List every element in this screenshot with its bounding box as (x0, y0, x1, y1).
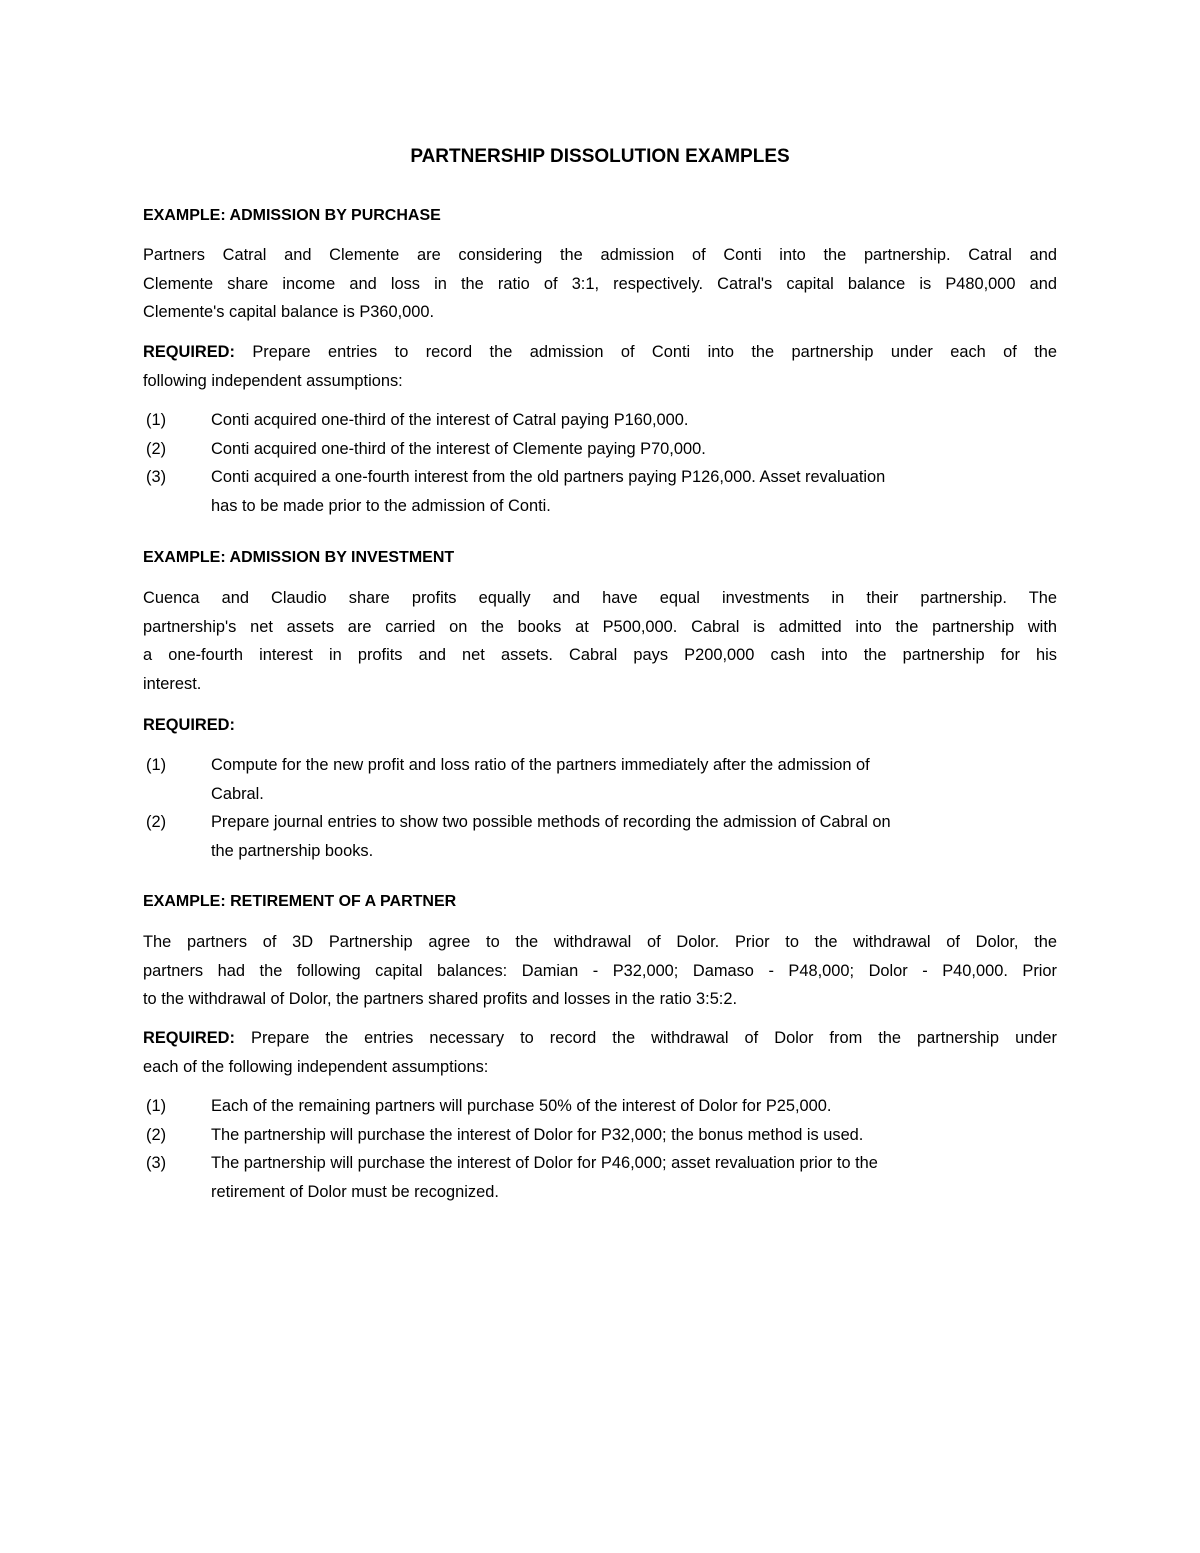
section-heading-purchase: EXAMPLE: ADMISSION BY PURCHASE (143, 207, 441, 224)
paragraph-purchase (143, 241, 1057, 327)
list-text: The partnership will purchase the interest of Dolor for P46,000; asset revaluation prior to the (211, 1154, 878, 1173)
required-purchase (143, 338, 1057, 395)
list-item (143, 751, 1057, 808)
paragraph-line: Cuenca and Claudio share profits equally and have equal investments in their partnership. The (143, 589, 1057, 607)
paragraph-investment (143, 584, 1057, 698)
list-number: (1) (146, 756, 167, 774)
paragraph-line: Clemente's capital balance is P360,000. (143, 303, 435, 322)
list-text: Each of the remaining partners will purchase 50% of the interest of Dolor for P25,000. (211, 1097, 832, 1115)
list-text: Conti acquired one-third of the interest of Clemente paying P70,000. (211, 439, 706, 458)
list-text: Conti acquired one-third of the interest of Catral paying P160,000. (211, 411, 689, 429)
list-item (143, 1149, 1057, 1206)
paragraph-retirement (143, 928, 1057, 1014)
list-item (143, 1092, 1057, 1121)
list-text: Prepare journal entries to show two possible methods of recording the admission of Cabral on (211, 813, 891, 832)
list-text: retirement of Dolor must be recognized. (211, 1182, 499, 1201)
required-label: REQUIRED: (143, 716, 235, 734)
required-label: REQUIRED: (143, 1029, 235, 1047)
paragraph-line: to the withdrawal of Dolor, the partners shared profits and losses in the ratio 3:5:2. (143, 990, 738, 1009)
list-number: (2) (146, 1125, 167, 1144)
list-item (143, 435, 1057, 464)
list-number: (2) (146, 439, 167, 458)
list-item (143, 808, 1057, 865)
list-number: (3) (146, 468, 167, 487)
required-line: following independent assumptions: (143, 371, 403, 390)
assumption-list-purchase (143, 406, 1057, 520)
required-label: REQUIRED: (143, 343, 235, 361)
paragraph-line: Partners Catral and Clemente are considering the admission of Conti into the partnership. Catral and (143, 246, 1057, 264)
list-text: Cabral. (211, 784, 264, 803)
paragraph-line: partners had the following capital balances: Damian - P32,000; Damaso - P48,000; Dolor - P40,000. Prior (143, 961, 1057, 980)
document-title: PARTNERSHIP DISSOLUTION EXAMPLES (410, 146, 790, 167)
section-heading-investment: EXAMPLE: ADMISSION BY INVESTMENT (143, 549, 455, 566)
paragraph-line: The partners of 3D Partnership agree to the withdrawal of Dolor. Prior to the withdrawal of Dolor, the (143, 933, 1057, 951)
list-item (143, 1121, 1057, 1150)
list-item (143, 406, 1057, 435)
list-text: has to be made prior to the admission of Conti. (211, 496, 551, 515)
required-retirement (143, 1024, 1057, 1081)
list-text: Compute for the new profit and loss ratio of the partners immediately after the admission of (211, 756, 870, 774)
section-heading-retirement: EXAMPLE: RETIREMENT OF A PARTNER (143, 893, 457, 910)
required-line (143, 1024, 1057, 1053)
required-text: Prepare the entries necessary to record the withdrawal of Dolor from the partnership under (234, 1029, 1057, 1047)
paragraph-line: Clemente share income and loss in the ratio of 3:1, respectively. Catral's capital balance is P480,000 and (143, 274, 1057, 293)
list-item (143, 463, 1057, 520)
list-number: (2) (146, 813, 167, 832)
required-text: Prepare entries to record the admission of Conti into the partnership under each of the (234, 343, 1057, 361)
required-line: each of the following independent assumptions: (143, 1057, 489, 1076)
paragraph-line: partnership's net assets are carried on the books at P500,000. Cabral is admitted into the partnership with (143, 617, 1057, 636)
list-number: (1) (146, 1097, 167, 1115)
required-line (143, 338, 1057, 367)
list-text: The partnership will purchase the interest of Dolor for P32,000; the bonus method is used. (211, 1125, 864, 1144)
paragraph-line: a one-fourth interest in profits and net assets. Cabral pays P200,000 cash into the partnership for his (143, 646, 1057, 665)
paragraph-line: interest. (143, 674, 202, 693)
list-text: Conti acquired a one-fourth interest from the old partners paying P126,000. Asset revaluation (211, 468, 886, 487)
assumption-list-investment (143, 751, 1057, 865)
list-number: (3) (146, 1154, 167, 1173)
list-text: the partnership books. (211, 841, 374, 860)
assumption-list-retirement (143, 1092, 1057, 1206)
list-number: (1) (146, 411, 167, 429)
